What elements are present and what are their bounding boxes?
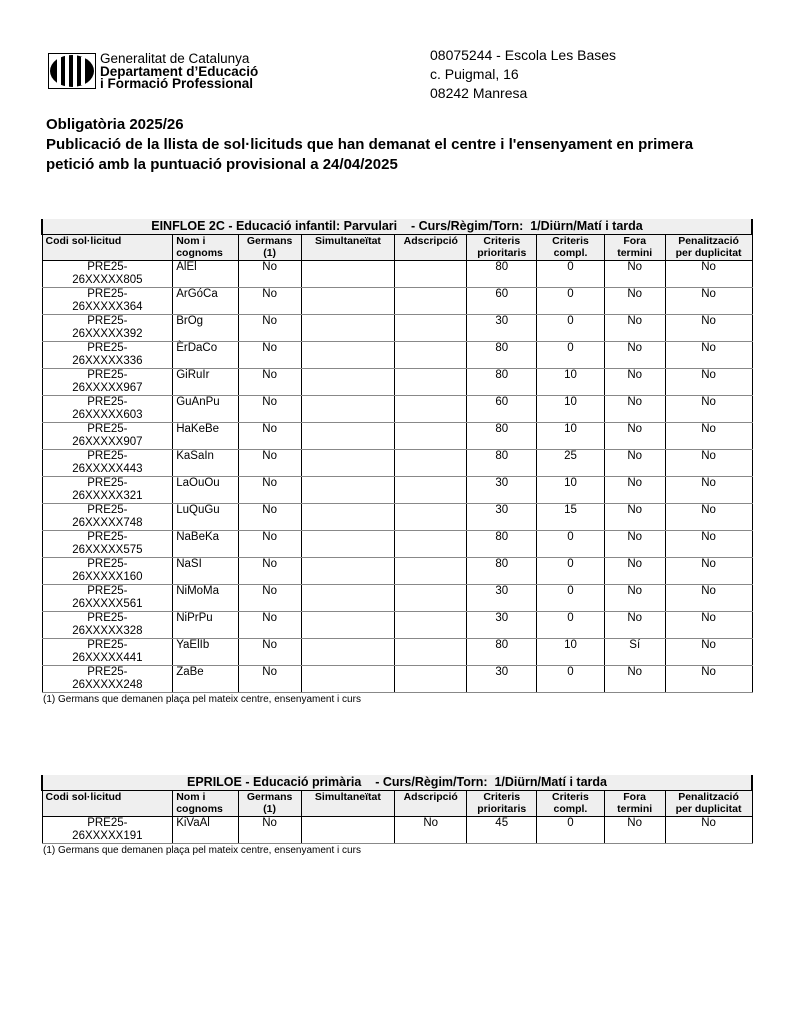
cell-criteris-compl: 15 xyxy=(537,504,605,531)
header-line: Simultaneïtat xyxy=(314,791,381,803)
document-title xyxy=(46,115,766,175)
cell-codi-sollicitud xyxy=(42,396,173,423)
header-line: compl. xyxy=(553,247,588,259)
cell-fora-termini: No xyxy=(604,817,665,844)
header-line: (1) xyxy=(263,247,277,259)
cell-fora-termini: No xyxy=(604,261,665,288)
column-header-adscripcio xyxy=(395,791,467,817)
cell-nom-cognoms: ÈrDaCo xyxy=(173,342,238,369)
cell-codi-sollicitud xyxy=(42,315,173,342)
cell-fora-termini: No xyxy=(604,423,665,450)
header-line: Fora xyxy=(623,235,647,247)
cell-criteris-compl: 0 xyxy=(537,817,605,844)
header-line: cognoms xyxy=(176,803,223,815)
cell-fora-termini: No xyxy=(604,612,665,639)
table-primaria xyxy=(41,775,753,857)
header-line: Criteris xyxy=(483,235,521,247)
column-header-penalitzacio xyxy=(665,791,752,817)
cell-penalitzacio: No xyxy=(665,558,752,585)
cell-criteris-compl: 0 xyxy=(537,585,605,612)
title-line-2: Publicació de la llista de sol·licituds que han demanat el centre i l'ensenyament en primera xyxy=(46,136,694,153)
code-part-1: PRE25- xyxy=(87,288,128,300)
header-line: Adscripció xyxy=(403,791,458,803)
cell-fora-termini: No xyxy=(604,531,665,558)
cell-codi-sollicitud xyxy=(42,666,173,693)
code-part-1: PRE25- xyxy=(87,423,128,435)
cell-nom-cognoms: LaOuOu xyxy=(173,477,238,504)
cell-adscripcio xyxy=(395,558,467,585)
column-header-adscripcio xyxy=(395,235,467,261)
cell-criteris-compl: 0 xyxy=(537,558,605,585)
cell-codi-sollicitud xyxy=(42,612,173,639)
table-caption-row xyxy=(42,219,752,235)
table-row xyxy=(42,369,752,396)
code-part-2: 26XXXXX907 xyxy=(72,436,143,448)
cell-simultaneitat xyxy=(301,396,395,423)
cell-codi-sollicitud xyxy=(42,342,173,369)
header-line: Adscripció xyxy=(403,235,458,247)
code-part-1: PRE25- xyxy=(87,315,128,327)
cell-germans: No xyxy=(238,531,301,558)
column-header-criteris-prioritaris xyxy=(467,791,537,817)
cell-simultaneitat xyxy=(301,477,395,504)
column-header-nom-cognoms xyxy=(173,235,238,261)
code-part-2: 26XXXXX191 xyxy=(72,830,143,842)
cell-nom-cognoms: KaSaIn xyxy=(173,450,238,477)
cell-penalitzacio: No xyxy=(665,450,752,477)
cell-criteris-compl: 0 xyxy=(537,531,605,558)
code-part-1: PRE25- xyxy=(87,531,128,543)
cell-fora-termini: Sí xyxy=(604,639,665,666)
header-line: Codi sol·licitud xyxy=(45,235,122,247)
code-part-1: PRE25- xyxy=(87,504,128,516)
table-row xyxy=(42,504,752,531)
admissions-table xyxy=(41,775,753,844)
table-row xyxy=(42,450,752,477)
org-line-3: i Formació Professional xyxy=(100,76,254,91)
code-part-1: PRE25- xyxy=(87,369,128,381)
header-line: Nom i xyxy=(176,235,206,247)
header-line: Nom i xyxy=(176,791,206,803)
school-line-1: 08075244 - Escola Les Bases xyxy=(430,47,617,63)
cell-nom-cognoms: ZaBe xyxy=(173,666,238,693)
column-header-criteris-compl xyxy=(537,791,605,817)
cell-criteris-compl: 0 xyxy=(537,315,605,342)
cell-adscripcio xyxy=(395,531,467,558)
header-line: Germans xyxy=(246,791,293,803)
cell-nom-cognoms: ArGóCa xyxy=(173,288,238,315)
table-caption-row xyxy=(42,775,752,791)
cell-fora-termini: No xyxy=(604,558,665,585)
cell-criteris-prioritaris: 80 xyxy=(467,531,537,558)
header-line: Germans xyxy=(246,235,293,247)
cell-penalitzacio: No xyxy=(665,666,752,693)
title-line-1: Obligatòria 2025/26 xyxy=(46,116,184,133)
cell-codi-sollicitud xyxy=(42,531,173,558)
table-row xyxy=(42,477,752,504)
org-line-2: Departament d’Educació xyxy=(100,63,259,79)
cell-simultaneitat xyxy=(301,558,395,585)
cell-germans: No xyxy=(238,558,301,585)
cell-criteris-prioritaris: 30 xyxy=(467,504,537,531)
cell-germans: No xyxy=(238,504,301,531)
org-line-1: Generalitat de Catalunya xyxy=(100,51,250,66)
cell-adscripcio xyxy=(395,342,467,369)
header-line: compl. xyxy=(553,803,588,815)
cell-adscripcio: No xyxy=(395,817,467,844)
code-part-2: 26XXXXX575 xyxy=(72,544,143,556)
cell-codi-sollicitud xyxy=(42,504,173,531)
header-line: Simultaneïtat xyxy=(314,235,381,247)
cell-germans: No xyxy=(238,369,301,396)
cell-nom-cognoms: GuAnPu xyxy=(173,396,238,423)
cell-simultaneitat xyxy=(301,531,395,558)
code-part-1: PRE25- xyxy=(87,396,128,408)
cell-penalitzacio: No xyxy=(665,261,752,288)
column-header-codi-sollicitud xyxy=(42,791,173,817)
cell-criteris-prioritaris: 80 xyxy=(467,639,537,666)
cell-codi-sollicitud xyxy=(42,369,173,396)
cell-adscripcio xyxy=(395,585,467,612)
cell-germans: No xyxy=(238,423,301,450)
school-address xyxy=(430,46,616,103)
cell-criteris-prioritaris: 30 xyxy=(467,315,537,342)
column-header-simultaneitat xyxy=(301,235,395,261)
cell-criteris-compl: 10 xyxy=(537,477,605,504)
cell-adscripcio xyxy=(395,396,467,423)
code-part-1: PRE25- xyxy=(87,342,128,354)
cell-simultaneitat xyxy=(301,666,395,693)
cell-fora-termini: No xyxy=(604,504,665,531)
cell-adscripcio xyxy=(395,612,467,639)
cell-nom-cognoms: LuQuGu xyxy=(173,504,238,531)
header-line: Criteris xyxy=(552,791,589,803)
table-row xyxy=(42,423,752,450)
cell-germans: No xyxy=(238,639,301,666)
cell-simultaneitat xyxy=(301,423,395,450)
table-row xyxy=(42,288,752,315)
column-header-codi-sollicitud xyxy=(42,235,173,261)
cell-penalitzacio: No xyxy=(665,817,752,844)
cell-criteris-compl: 0 xyxy=(537,261,605,288)
cell-adscripcio xyxy=(395,477,467,504)
cell-nom-cognoms: NiMoMa xyxy=(173,585,238,612)
cell-simultaneitat xyxy=(301,612,395,639)
cell-codi-sollicitud xyxy=(42,639,173,666)
table-row xyxy=(42,261,752,288)
cell-simultaneitat xyxy=(301,585,395,612)
cell-germans: No xyxy=(238,817,301,844)
cell-criteris-prioritaris: 30 xyxy=(467,585,537,612)
cell-criteris-prioritaris: 45 xyxy=(467,817,537,844)
code-part-2: 26XXXXX321 xyxy=(72,490,143,502)
cell-penalitzacio: No xyxy=(665,423,752,450)
code-part-1: PRE25- xyxy=(87,477,128,489)
cell-criteris-prioritaris: 60 xyxy=(467,288,537,315)
code-part-1: PRE25- xyxy=(87,817,128,829)
cell-nom-cognoms: NaBeKa xyxy=(173,531,238,558)
cell-criteris-compl: 10 xyxy=(537,639,605,666)
code-part-2: 26XXXXX443 xyxy=(72,463,143,475)
header-line: cognoms xyxy=(176,247,223,259)
cell-criteris-prioritaris: 80 xyxy=(467,558,537,585)
cell-penalitzacio: No xyxy=(665,531,752,558)
cell-nom-cognoms: GiRuIr xyxy=(173,369,238,396)
table-infantil xyxy=(41,219,753,706)
cell-penalitzacio: No xyxy=(665,639,752,666)
school-line-2: c. Puigmal, 16 xyxy=(430,66,519,82)
cell-codi-sollicitud xyxy=(42,817,173,844)
cell-adscripcio xyxy=(395,423,467,450)
cell-simultaneitat xyxy=(301,261,395,288)
cell-penalitzacio: No xyxy=(665,369,752,396)
cell-fora-termini: No xyxy=(604,477,665,504)
cell-fora-termini: No xyxy=(604,342,665,369)
cell-fora-termini: No xyxy=(604,288,665,315)
cell-criteris-prioritaris: 80 xyxy=(467,450,537,477)
admissions-table xyxy=(41,219,753,693)
header-line: prioritaris xyxy=(477,803,527,815)
code-part-1: PRE25- xyxy=(87,450,128,462)
header-line: Criteris xyxy=(552,235,589,247)
code-part-2: 26XXXXX805 xyxy=(72,274,143,286)
cell-codi-sollicitud xyxy=(42,288,173,315)
cell-codi-sollicitud xyxy=(42,558,173,585)
code-part-2: 26XXXXX248 xyxy=(72,679,143,691)
generalitat-logo-icon xyxy=(48,53,96,89)
table-row xyxy=(42,666,752,693)
cell-codi-sollicitud xyxy=(42,261,173,288)
cell-fora-termini: No xyxy=(604,369,665,396)
cell-simultaneitat xyxy=(301,369,395,396)
column-header-nom-cognoms xyxy=(173,791,238,817)
header-line: (1) xyxy=(263,803,277,815)
cell-criteris-compl: 0 xyxy=(537,342,605,369)
table-row xyxy=(42,585,752,612)
cell-adscripcio xyxy=(395,504,467,531)
cell-simultaneitat xyxy=(301,504,395,531)
cell-criteris-compl: 10 xyxy=(537,423,605,450)
code-part-1: PRE25- xyxy=(87,666,128,678)
cell-criteris-prioritaris: 80 xyxy=(467,369,537,396)
cell-criteris-prioritaris: 30 xyxy=(467,477,537,504)
cell-criteris-prioritaris: 60 xyxy=(467,396,537,423)
cell-nom-cognoms: NaSI xyxy=(173,558,238,585)
cell-simultaneitat xyxy=(301,639,395,666)
header-line: Penalització xyxy=(678,235,739,247)
column-header-criteris-prioritaris xyxy=(467,235,537,261)
header-line: termini xyxy=(617,247,653,259)
cell-penalitzacio: No xyxy=(665,612,752,639)
cell-criteris-compl: 10 xyxy=(537,369,605,396)
cell-penalitzacio: No xyxy=(665,477,752,504)
school-line-3: 08242 Manresa xyxy=(430,85,528,101)
cell-criteris-prioritaris: 80 xyxy=(467,423,537,450)
cell-criteris-prioritaris: 80 xyxy=(467,261,537,288)
column-header-germans xyxy=(238,791,301,817)
code-part-2: 26XXXXX336 xyxy=(72,355,143,367)
cell-simultaneitat xyxy=(301,817,395,844)
cell-fora-termini: No xyxy=(604,450,665,477)
code-part-2: 26XXXXX748 xyxy=(72,517,143,529)
code-part-2: 26XXXXX967 xyxy=(72,382,143,394)
header-line: prioritaris xyxy=(477,247,527,259)
cell-fora-termini: No xyxy=(604,585,665,612)
cell-codi-sollicitud xyxy=(42,585,173,612)
cell-adscripcio xyxy=(395,666,467,693)
table-row xyxy=(42,639,752,666)
cell-criteris-compl: 0 xyxy=(537,666,605,693)
column-header-simultaneitat xyxy=(301,791,395,817)
table-header-row xyxy=(42,235,752,261)
cell-adscripcio xyxy=(395,315,467,342)
table-row xyxy=(42,612,752,639)
cell-germans: No xyxy=(238,288,301,315)
column-header-penalitzacio xyxy=(665,235,752,261)
code-part-2: 26XXXXX441 xyxy=(72,652,143,664)
cell-fora-termini: No xyxy=(604,315,665,342)
header-line: Penalització xyxy=(678,791,739,803)
cell-criteris-prioritaris: 80 xyxy=(467,342,537,369)
cell-penalitzacio: No xyxy=(665,342,752,369)
cell-nom-cognoms: AlEl xyxy=(173,261,238,288)
cell-nom-cognoms: YaElIb xyxy=(173,639,238,666)
title-line-3: petició amb la puntuació provisional a 24/04/2025 xyxy=(46,156,398,173)
table-caption: EPRILOE - Educació primària - Curs/Règim/Torn: 1/Diürn/Matí i tarda xyxy=(42,775,752,791)
table-row xyxy=(42,531,752,558)
table-row xyxy=(42,396,752,423)
cell-simultaneitat xyxy=(301,288,395,315)
cell-fora-termini: No xyxy=(604,396,665,423)
cell-codi-sollicitud xyxy=(42,477,173,504)
column-header-germans xyxy=(238,235,301,261)
cell-codi-sollicitud xyxy=(42,423,173,450)
cell-fora-termini: No xyxy=(604,666,665,693)
organization-name xyxy=(100,53,258,91)
cell-germans: No xyxy=(238,450,301,477)
cell-adscripcio xyxy=(395,288,467,315)
header-line: termini xyxy=(617,803,653,815)
cell-codi-sollicitud xyxy=(42,450,173,477)
cell-germans: No xyxy=(238,666,301,693)
cell-criteris-compl: 0 xyxy=(537,612,605,639)
cell-criteris-prioritaris: 30 xyxy=(467,666,537,693)
cell-germans: No xyxy=(238,612,301,639)
cell-adscripcio xyxy=(395,369,467,396)
cell-germans: No xyxy=(238,585,301,612)
cell-adscripcio xyxy=(395,261,467,288)
table-caption: EINFLOE 2C - Educació infantil: Parvulari - Curs/Règim/Torn: 1/Diürn/Matí i tarda xyxy=(42,219,752,235)
table-row xyxy=(42,558,752,585)
header-line: Criteris xyxy=(483,791,521,803)
code-part-2: 26XXXXX392 xyxy=(72,328,143,340)
table-row xyxy=(42,315,752,342)
header-line: Fora xyxy=(623,791,647,803)
code-part-1: PRE25- xyxy=(87,261,128,273)
footnote: (1) Germans que demanen plaça pel mateix centre, ensenyament i curs xyxy=(43,694,361,705)
cell-penalitzacio: No xyxy=(665,315,752,342)
cell-simultaneitat xyxy=(301,315,395,342)
header-line: per duplicitat xyxy=(675,247,742,259)
code-part-1: PRE25- xyxy=(87,639,128,651)
header-line: Codi sol·licitud xyxy=(45,791,122,803)
cell-penalitzacio: No xyxy=(665,504,752,531)
column-header-fora-termini xyxy=(604,235,665,261)
code-part-2: 26XXXXX561 xyxy=(72,598,143,610)
code-part-2: 26XXXXX160 xyxy=(72,571,143,583)
cell-nom-cognoms: BrOg xyxy=(173,315,238,342)
cell-germans: No xyxy=(238,477,301,504)
cell-penalitzacio: No xyxy=(665,585,752,612)
code-part-1: PRE25- xyxy=(87,612,128,624)
cell-germans: No xyxy=(238,261,301,288)
code-part-1: PRE25- xyxy=(87,558,128,570)
cell-simultaneitat xyxy=(301,342,395,369)
cell-simultaneitat xyxy=(301,450,395,477)
table-row xyxy=(42,817,752,844)
column-header-fora-termini xyxy=(604,791,665,817)
header-line: per duplicitat xyxy=(675,803,742,815)
cell-criteris-compl: 0 xyxy=(537,288,605,315)
cell-criteris-prioritaris: 30 xyxy=(467,612,537,639)
cell-adscripcio xyxy=(395,450,467,477)
cell-penalitzacio: No xyxy=(665,396,752,423)
table-row xyxy=(42,342,752,369)
cell-nom-cognoms: NiPrPu xyxy=(173,612,238,639)
cell-germans: No xyxy=(238,315,301,342)
cell-criteris-compl: 10 xyxy=(537,396,605,423)
cell-adscripcio xyxy=(395,639,467,666)
cell-nom-cognoms: HaKeBe xyxy=(173,423,238,450)
code-part-2: 26XXXXX364 xyxy=(72,301,143,313)
footnote: (1) Germans que demanen plaça pel mateix centre, ensenyament i curs xyxy=(43,845,361,856)
code-part-2: 26XXXXX328 xyxy=(72,625,143,637)
table-header-row xyxy=(42,791,752,817)
code-part-1: PRE25- xyxy=(87,585,128,597)
column-header-criteris-compl xyxy=(537,235,605,261)
cell-nom-cognoms: KiVaAl xyxy=(173,817,238,844)
cell-germans: No xyxy=(238,396,301,423)
cell-germans: No xyxy=(238,342,301,369)
code-part-2: 26XXXXX603 xyxy=(72,409,143,421)
cell-criteris-compl: 25 xyxy=(537,450,605,477)
cell-penalitzacio: No xyxy=(665,288,752,315)
